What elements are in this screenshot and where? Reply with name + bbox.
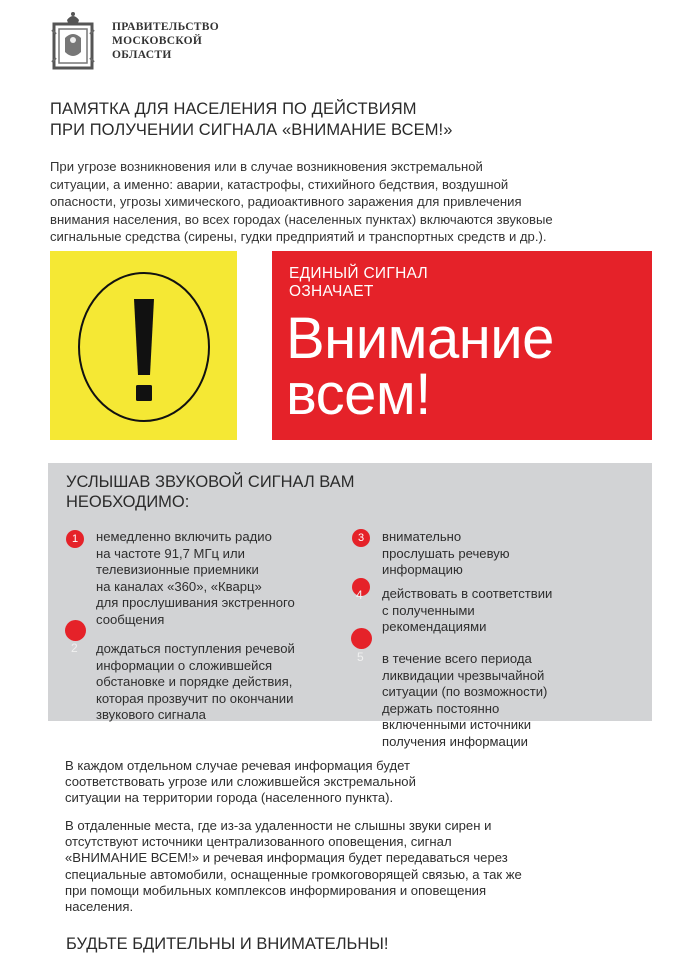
actions-heading (66, 472, 355, 512)
step-line: информации о сложившейся (96, 657, 273, 673)
title-line: ПРИ ПОЛУЧЕНИИ СИГНАЛА «ВНИМАНИЕ ВСЕМ!» (50, 121, 453, 139)
signal-headline-line: всем! (286, 362, 431, 427)
info-line: В отдаленные места, где из-за удаленности не слышны звуки сирен и (65, 818, 492, 833)
step-line: в течение всего периода (382, 651, 532, 666)
info-line: соответствовать угрозе или сложившейся экстремальной (65, 774, 416, 790)
step-badge-1 (66, 530, 84, 548)
step-line: обстановке и порядке действия, (96, 674, 293, 689)
step-1 (96, 529, 295, 628)
footer-slogan: БУДЬТЕ БДИТЕЛЬНЫ И ВНИМАТЕЛЬНЫ! (66, 935, 389, 953)
step-line: рекомендациями (382, 619, 487, 634)
step-line: получения информации (382, 733, 528, 749)
signal-panel (272, 251, 652, 440)
warning-sign-panel (50, 251, 237, 440)
info-line: В каждом отдельном случае речевая информация будет (65, 758, 410, 773)
org-name-line: МОСКОВСКОЙ (112, 35, 203, 47)
step-number: 2 (71, 641, 78, 655)
step-line: дождаться поступления речевой (96, 641, 295, 656)
step-4 (382, 586, 552, 636)
info-paragraph-2 (65, 818, 522, 915)
signal-subtitle-line: ЕДИНЫЙ СИГНАЛ (289, 265, 429, 282)
intro-line: опасности, угрозы химического, радиоактивного заражения для привлечения (50, 194, 522, 210)
actions-heading-line: УСЛЫШАВ ЗВУКОВОЙ СИГНАЛ ВАМ (66, 473, 355, 491)
org-name-line: ПРАВИТЕЛЬСТВО (112, 21, 219, 33)
actions-heading-line: НЕОБХОДИМО: (66, 493, 190, 511)
step-line: с полученными (382, 602, 475, 618)
step-line: телевизионные приемники (96, 562, 259, 577)
info-line: ситуации на территории города (населенного пункта). (65, 790, 394, 806)
step-line: для прослушивания экстренного (96, 595, 295, 610)
signal-subtitle (289, 265, 428, 301)
intro-line: сигнальные средства (сирены, гудки предприятий и транспортных средств и др.). (50, 228, 547, 244)
step-line: сообщения (96, 611, 165, 627)
info-paragraph-1 (65, 758, 416, 807)
step-number: 1 (71, 533, 79, 545)
page-title (50, 99, 453, 141)
step-line: прослушать речевую (382, 545, 510, 561)
step-badge-2 (65, 620, 86, 641)
step-line: ситуации (по возможности) (382, 684, 548, 699)
step-number: 4 (356, 588, 363, 602)
org-name-line: ОБЛАСТИ (112, 49, 172, 61)
step-line: немедленно включить радио (96, 529, 272, 544)
signal-subtitle-line: ОЗНАЧАЕТ (289, 283, 374, 300)
info-line: специальные автомобили, оснащенные громкоговорящей связью, а так же (65, 866, 522, 882)
step-line: ликвидации чрезвычайной (382, 667, 545, 683)
step-badge-3 (352, 529, 370, 547)
step-line: включенными источники (382, 717, 532, 732)
intro-line: При угрозе возникновения или в случае возникновения экстремальной (50, 159, 483, 174)
signal-headline-line: Внимание (286, 306, 554, 371)
step-3 (382, 529, 510, 579)
intro-paragraph (50, 158, 630, 245)
signal-headline (286, 306, 554, 427)
exclamation-circle-icon (75, 263, 213, 431)
step-badge-5 (351, 628, 372, 649)
step-line: держать постоянно (382, 700, 500, 716)
step-line: которая прозвучит по окончании (96, 690, 294, 706)
intro-line: внимания населения, во всех городах (населенных пунктах) включаются звуковые (50, 211, 553, 227)
intro-line: ситуации, а именно: аварии, катастрофы, стихийного бедствия, воздушной (50, 177, 509, 193)
step-line: внимательно (382, 529, 462, 544)
step-5 (382, 651, 547, 750)
moscow-oblast-coat-of-arms-icon (50, 10, 96, 72)
header (50, 10, 219, 72)
step-line: на частоте 91,7 МГц или (96, 545, 245, 561)
step-line: на каналах «360», «Кварц» (96, 578, 262, 594)
step-line: действовать в соответствии (382, 586, 553, 601)
organization-name (112, 20, 219, 62)
title-line: ПАМЯТКА ДЛЯ НАСЕЛЕНИЯ ПО ДЕЙСТВИЯМ (50, 100, 417, 118)
info-line: населения. (65, 899, 134, 915)
step-line: информацию (382, 562, 463, 577)
step-line: звукового сигнала (96, 707, 206, 722)
info-line: «ВНИМАНИЕ ВСЕМ!» и речевая информация будет передаваться через (65, 850, 508, 866)
info-line: отсутствуют источники централизованного оповещения, сигнал (65, 834, 452, 850)
step-2 (96, 641, 295, 724)
step-number: 5 (357, 650, 364, 664)
info-line: при помощи мобильных комплексов информирования и оповещения (65, 882, 487, 898)
step-number: 3 (357, 532, 365, 544)
